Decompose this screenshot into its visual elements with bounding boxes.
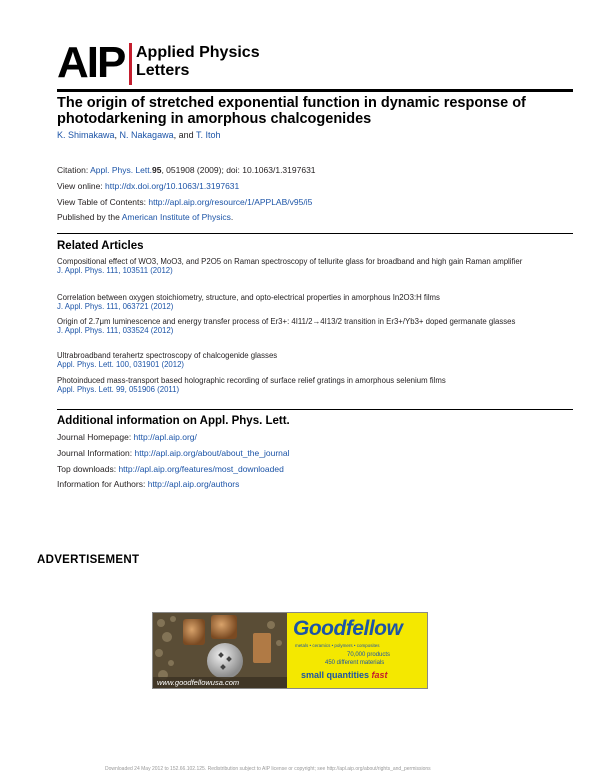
ad-tagline: metals • ceramics • polymers • composites [295,643,380,648]
citation-line [57,165,316,176]
authors [57,130,220,140]
advertisement-heading: ADVERTISEMENT [37,554,140,566]
related-article-title: Origin of 2.7μm luminescence and energy transfer process of Er3+: 4I11/2→4I13/2 transition in Er3+/Yb3+ doped germanate glasses [57,317,516,326]
list-item [57,257,557,275]
logo-divider [129,43,132,85]
view-online-label: View online: [57,181,106,191]
ad-text-panel [287,613,427,688]
list-item [57,293,557,311]
list-item [57,376,557,394]
citation-rest: , 051908 (2009); doi: 10.1063/1.3197631 [161,165,316,175]
info-link[interactable]: http://apl.aip.org/ [133,432,197,442]
journal-name-line2: Letters [136,62,190,79]
additional-rule [57,409,573,410]
product-photo-icon [153,613,287,688]
info-link[interactable]: http://apl.aip.org/authors [147,479,240,489]
ad-slogan-a: small quantities [301,670,372,680]
list-item [57,464,284,475]
published-end: . [230,212,234,222]
info-label: Journal Information: [57,448,135,458]
related-article-cite[interactable]: Appl. Phys. Lett. 100, 031901 (2012) [57,360,185,369]
related-article-cite[interactable]: J. Appl. Phys. 111, 063721 (2012) [57,302,174,311]
published-label: Published by the [57,212,122,222]
header-rule [57,89,573,92]
download-footer: Downloaded 24 May 2012 to 152.66.102.125. Redistribution subject to AIP license or copyright; see http://apl.aip.org/about/rights_and_permissions [105,766,431,772]
ad-slogan-b: fast [371,670,388,680]
ad-line2: 450 different materials [325,660,385,666]
list-item [57,448,290,459]
publisher-link[interactable]: American Institute of Physics [121,212,231,222]
author-separator: , and [173,130,196,140]
view-online-link[interactable]: http://dx.doi.org/10.1063/1.3197631 [105,181,240,191]
info-link[interactable]: http://apl.aip.org/features/most_downloaded [118,464,284,474]
ad-line1: 70,000 products [347,652,391,658]
list-item [57,479,239,490]
author-link-3[interactable]: T. Itoh [195,130,221,140]
toc-line [57,197,312,208]
article-title: The origin of stretched exponential function in dynamic response of photodarkening in amorphous chalcogenides [57,95,526,127]
ad-slogan [301,670,388,680]
list-item [57,317,557,335]
toc-label: View Table of Contents: [57,197,149,207]
journal-name-line1: Applied Physics [136,44,260,61]
list-item [57,351,557,369]
author-separator: , [114,130,120,140]
ad-url[interactable]: www.goodfellowusa.com [157,678,240,687]
info-label: Information for Authors: [57,479,148,489]
info-label: Journal Homepage: [57,432,134,442]
related-heading: Related Articles [57,240,144,252]
info-link[interactable]: http://apl.aip.org/about/about_the_journal [134,448,290,458]
related-article-title: Photoinduced mass-transport based holographic recording of surface relief gratings in amorphous selenium films [57,376,446,385]
related-article-title: Compositional effect of WO3, MoO3, and P2O5 on Raman spectroscopy of tellurite glass for broadband and high gain Raman amplifier [57,257,523,266]
related-article-title: Correlation between oxygen stoichiometry, structure, and opto-electrical properties in amorphous In2O3:H films [57,293,440,302]
ad-product-photo [153,613,287,688]
published-line [57,212,233,223]
advertisement-banner[interactable] [152,612,428,689]
ad-brand: Goodfellow [293,617,403,640]
related-article-cite[interactable]: J. Appl. Phys. 111, 103511 (2012) [57,266,173,275]
list-item [57,432,197,443]
view-online-line [57,181,239,192]
citation-volume: 95 [151,165,162,175]
related-article-cite[interactable]: Appl. Phys. Lett. 99, 051906 (2011) [57,385,180,394]
citation-label: Citation: [57,165,91,175]
aip-logo: AIP [57,38,125,87]
related-rule [57,233,573,234]
author-link-1[interactable]: K. Shimakawa [57,130,115,140]
author-link-2[interactable]: N. Nakagawa [119,130,174,140]
info-label: Top downloads: [57,464,119,474]
journal-name [136,44,260,80]
additional-heading: Additional information on Appl. Phys. Lett. [57,415,290,427]
related-article-cite[interactable]: J. Appl. Phys. 111, 033524 (2012) [57,326,174,335]
related-article-title: Ultrabroadband terahertz spectroscopy of chalcogenide glasses [57,351,278,360]
citation-journal-link[interactable]: Appl. Phys. Lett. [90,165,152,175]
toc-link[interactable]: http://apl.aip.org/resource/1/APPLAB/v95/i5 [148,197,313,207]
